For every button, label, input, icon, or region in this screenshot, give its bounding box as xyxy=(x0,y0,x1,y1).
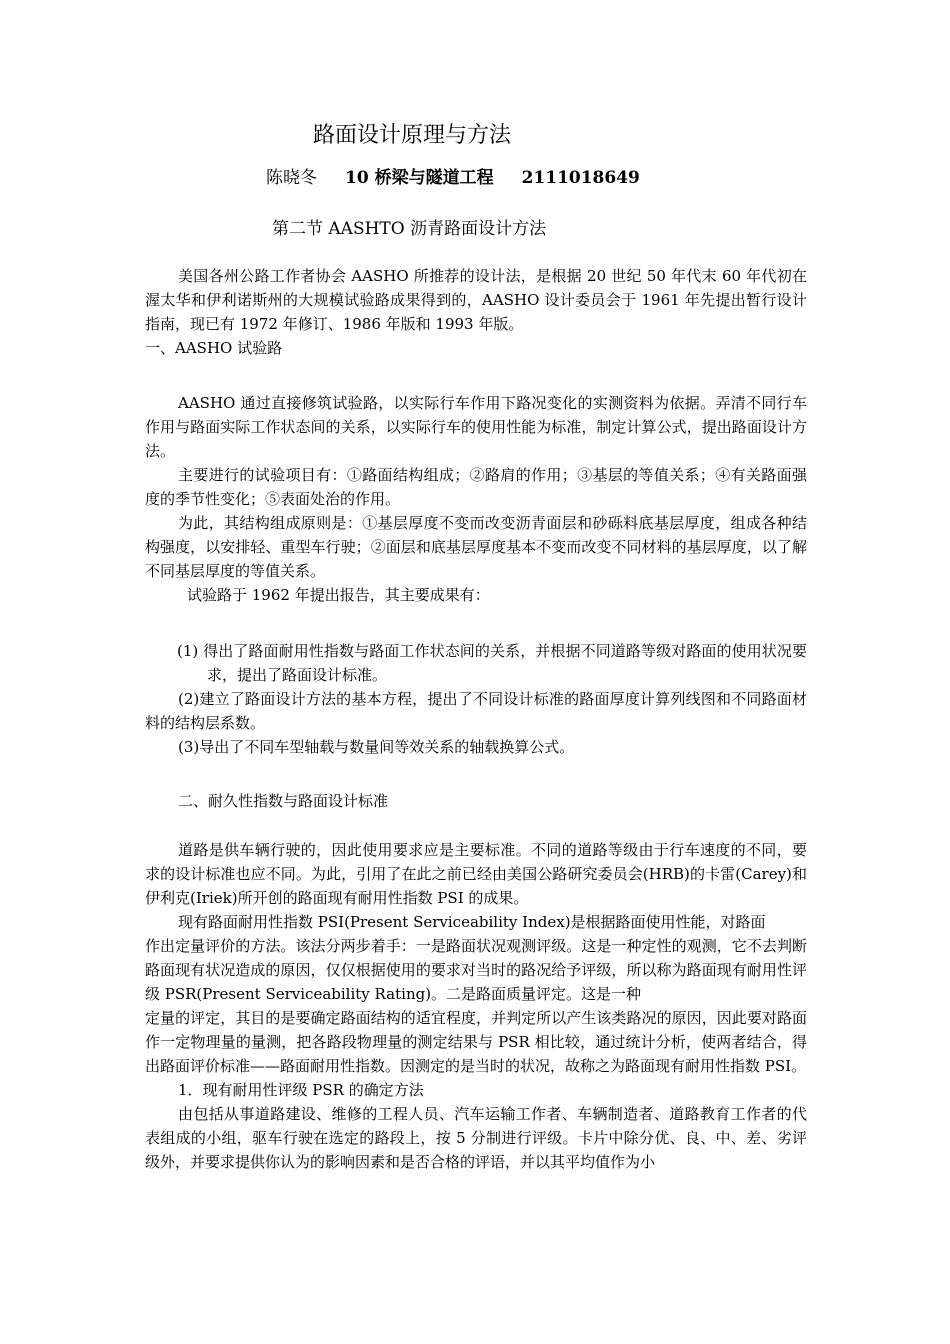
paragraph: 作出定量评价的方法。该法分两步着手：一是路面状况观测评级。这是一种定性的观测，它不去判断路面现有状况造成的原因，仅仅根据使用的要求对当时的路况给予评级，所以称为路面现有耐用性评级 PSR(Present Serviceability Rating)。二是路面质量评定。这是一种 xyxy=(145,937,807,1003)
subheading-psr-method: 1．现有耐用性评级 PSR 的确定方法 xyxy=(178,1081,424,1099)
paragraph: 定量的评定，其目的是要确定路面结构的适宜程度，并判定所以产生该类路况的原因，因此要对路面作一定物理量的量测，把各路段物理量的测定结果与 PSR 相比较，通过统计分析，使两者结合，得出路面评价标准——路面耐用性指数。因测定的是当时的状况，故称之为路面现有耐用性指数 PSI。 xyxy=(145,1009,807,1075)
list-item: (2)建立了路面设计方法的基本方程，提出了不同设计标准的路面厚度计算列线图和不同路面材料的结构层系数。 xyxy=(145,690,807,732)
author-line xyxy=(266,163,640,188)
heading-serviceability-index: 二、耐久性指数与路面设计标准 xyxy=(178,792,389,810)
list-item: (1) 得出了路面耐用性指数与路面工作状态间的关系，并根据不同道路等级对路面的使用状况要求，提出了路面设计标准。 xyxy=(177,642,807,684)
list-item: (3)导出了不同车型轴载与数量间等效关系的轴载换算公式。 xyxy=(178,738,575,756)
paragraph: AASHO 通过直接修筑试验路，以实际行车作用下路况变化的实测资料为依据。弄清不同行车作用与路面实际工作状态间的关系，以实际行车的使用性能为标准，制定计算公式，提出路面设计方法。 xyxy=(145,394,807,460)
paragraph: 为此，其结构组成原则是：①基层厚度不变而改变沥青面层和砂砾料底基层厚度，组成各种结构强度，以安排轻、重型车行驶；②面层和底基层厚度基本不变而改变不同材料的基层厚度，以了解不同基层厚度的等值关系。 xyxy=(145,514,807,580)
heading-aasho-test-road: 一、AASHO 试验路 xyxy=(145,339,283,357)
body-block-psi xyxy=(145,838,807,1174)
author-class: 10 桥梁与隧道工程 xyxy=(345,168,494,188)
paragraph: 试验路于 1962 年提出报告，其主要成果有： xyxy=(187,586,490,604)
student-id: 2111018649 xyxy=(521,168,640,188)
paragraph: 现有路面耐用性指数 PSI(Present Serviceability Index)是根据路面使用性能，对路面 xyxy=(178,913,766,931)
paragraph: 道路是供车辆行驶的，因此使用要求应是主要标准。不同的道路等级由于行车速度的不同，要求的设计标准也应不同。为此，引用了在此之前已经由美国公路研究委员会(HRB)的卡雷(Carey)和伊利克(Iriek)所开创的路面现有耐用性指数 PSI 的成果。 xyxy=(145,841,807,907)
document-title: 路面设计原理与方法 xyxy=(313,123,512,148)
body-block-test-road xyxy=(145,391,807,607)
section-title: 第二节 AASHTO 沥青路面设计方法 xyxy=(272,219,547,239)
author-name: 陈晓冬 xyxy=(266,168,317,188)
paragraph: 美国各州公路工作者协会 AASHO 所推荐的设计法，是根据 20 世纪 50 年代末 60 年代初在渥太华和伊利诺斯州的大规模试验路成果得到的，AASHO 设计委员会于 1961 年先提出暂行设计指南，现已有 1972 年修订、1986 年版和 1993 年版。 xyxy=(145,267,807,333)
body-block-intro xyxy=(145,264,807,360)
results-list xyxy=(145,639,807,759)
paragraph: 由包括从事道路建设、维修的工程人员、汽车运输工作者、车辆制造者、道路教育工作者的代表组成的小组，驱车行驶在选定的路段上，按 5 分制进行评级。卡片中除分优、良、中、差、劣评级外，并要求提供你认为的影响因素和是否合格的评语，并以其平均值作为小 xyxy=(145,1105,807,1171)
paragraph: 主要进行的试验项目有：①路面结构组成；②路肩的作用；③基层的等值关系；④有关路面强度的季节性变化；⑤表面处治的作用。 xyxy=(145,466,807,508)
body-block-heading-2 xyxy=(145,789,807,813)
